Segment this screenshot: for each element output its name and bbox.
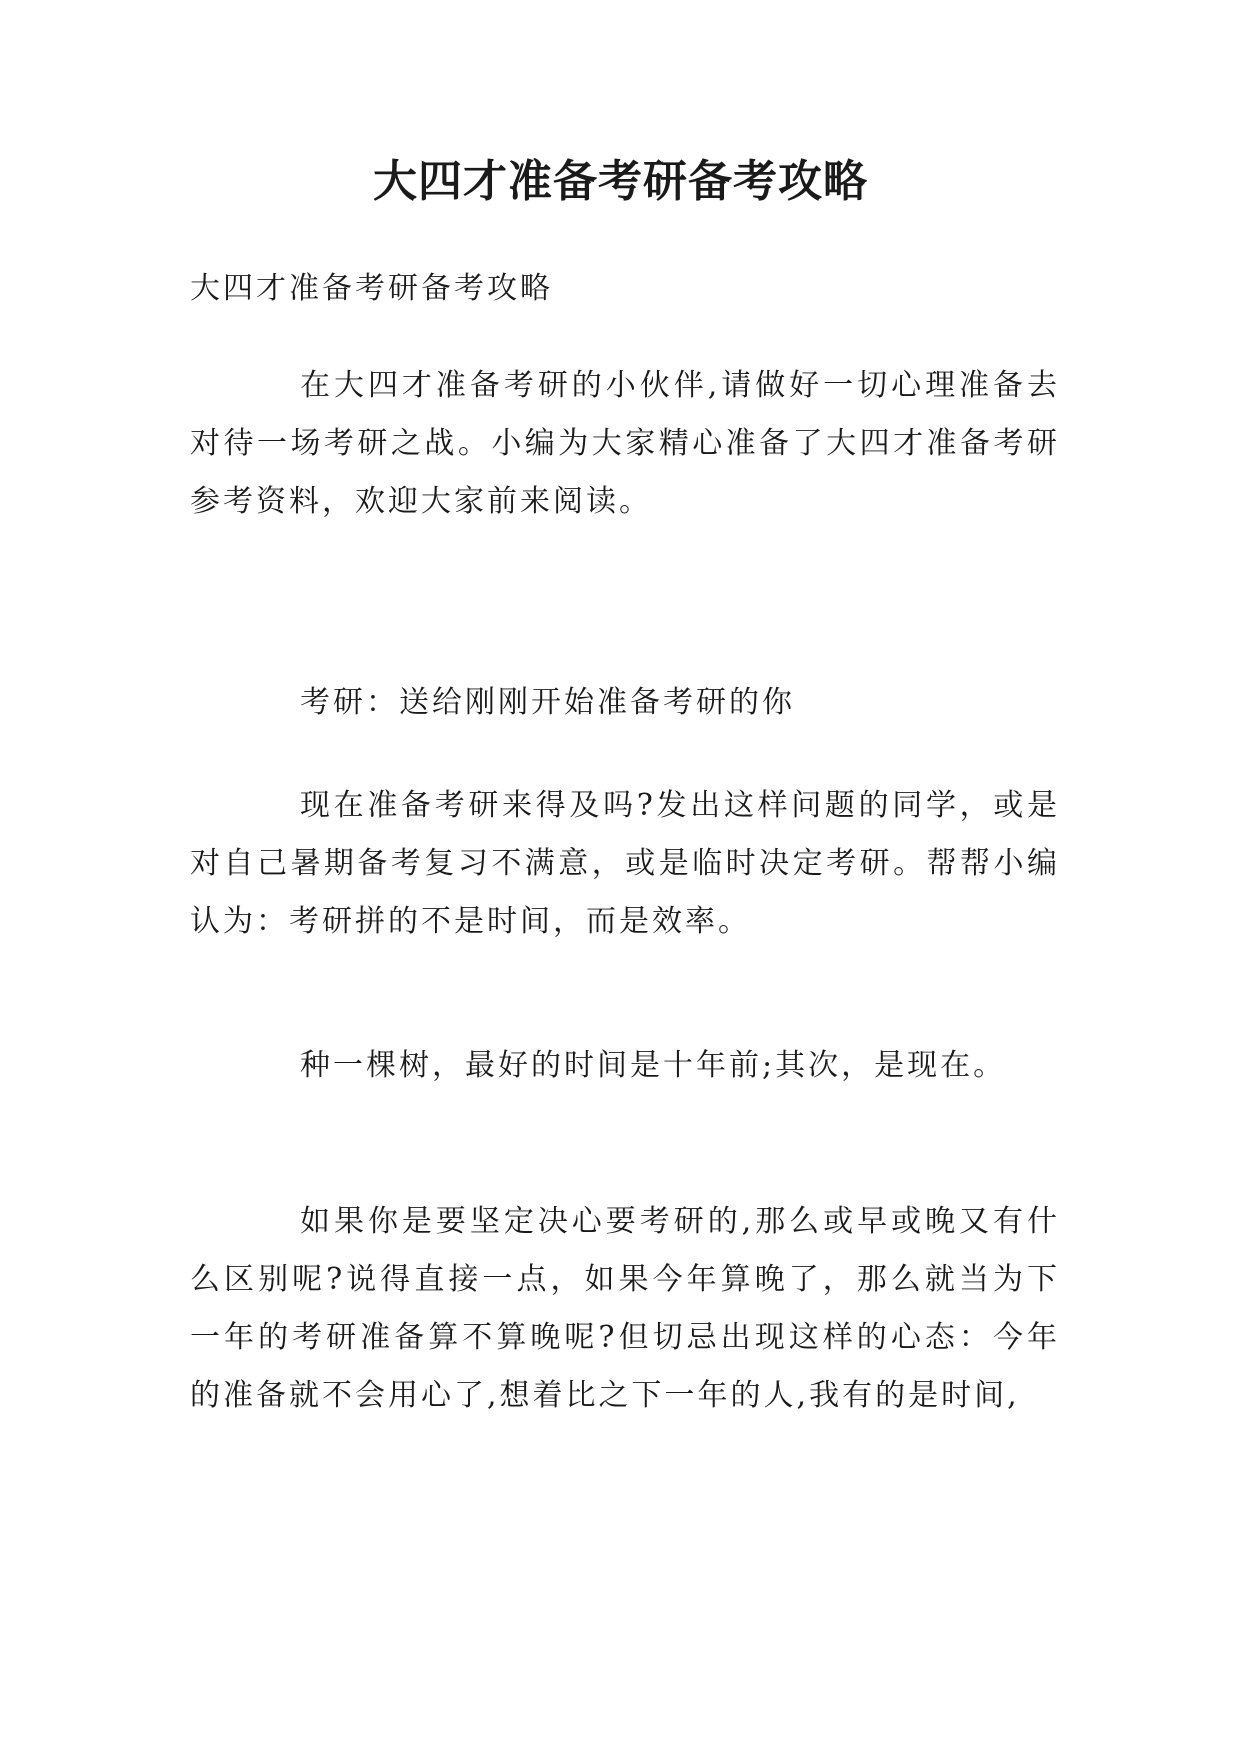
document-subtitle: 大四才准备考研备考攻略 [190, 271, 553, 306]
section-heading: 考研：送给刚刚开始准备考研的你 [300, 685, 795, 720]
paragraph-determination: 如果你是要坚定决心要考研的,那么或早或晚又有什么区别呢?说得直接一点，如果今年算晚了，那么就当为下一年的考研准备算不算晚呢?但切忌出现这样的心态：今年的准备就不会用心了,想着比之下一年的人,我有的是时间, [190, 1204, 1060, 1413]
document-title: 大四才准备考研备考攻略 [373, 156, 868, 207]
paragraph-proverb: 种一棵树，最好的时间是十年前;其次，是现在。 [300, 1048, 1007, 1083]
paragraph-timing: 现在准备考研来得及吗?发出这样问题的同学，或是对自己暑期备考复习不满意，或是临时决定考研。帮帮小编认为：考研拼的不是时间，而是效率。 [190, 788, 1060, 939]
paragraph-intro: 在大四才准备考研的小伙伴,请做好一切心理准备去对待一场考研之战。小编为大家精心准备了大四才准备考研参考资料，欢迎大家前来阅读。 [190, 368, 1060, 519]
